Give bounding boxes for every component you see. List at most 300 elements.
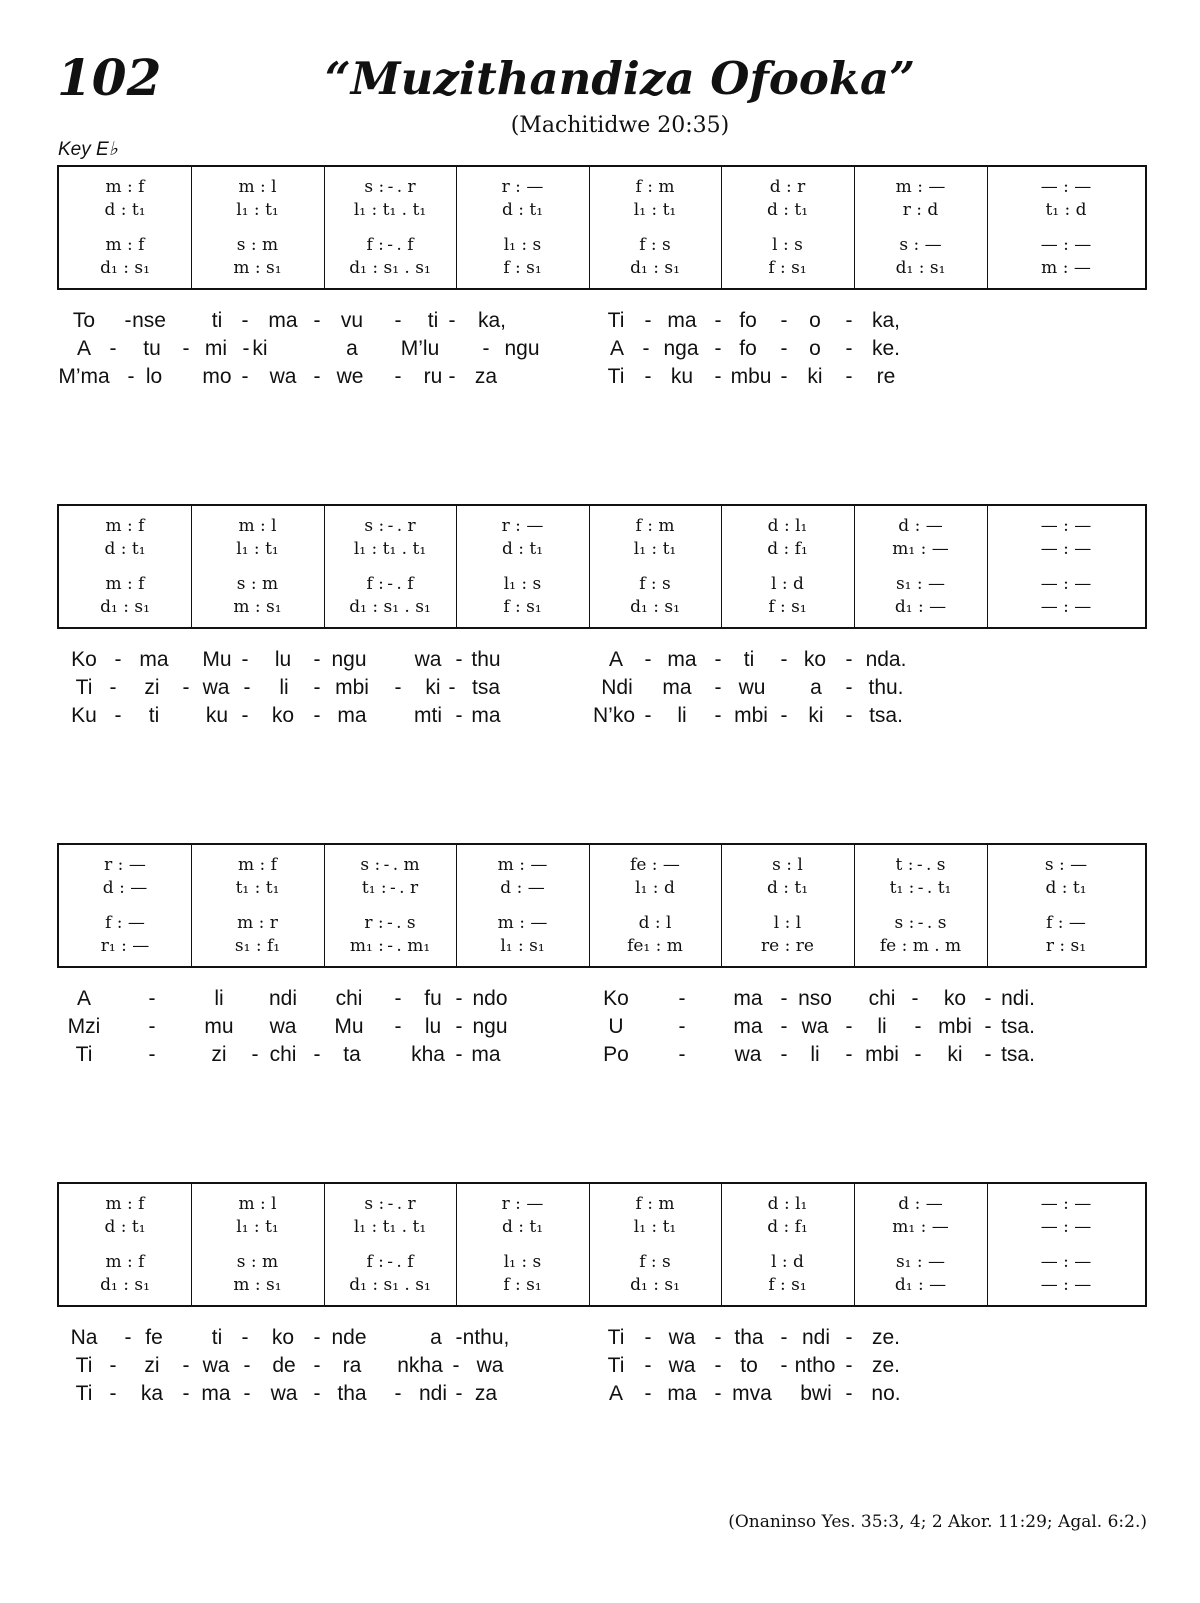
lyric-verse-line xyxy=(57,1041,1147,1069)
lyric-syllable: wu xyxy=(738,676,766,699)
solfa-note-pair: l₁ : t₁ . t₁ xyxy=(353,200,427,220)
solfa-note-pair: r : — xyxy=(104,855,146,875)
solfa-note-pair: re : re xyxy=(761,936,814,956)
syllable-hyphen: - xyxy=(644,1326,652,1349)
lyric-syllable: Ko xyxy=(603,987,629,1010)
lyric-syllable: a xyxy=(810,676,822,699)
lyric-syllable: mbu xyxy=(730,365,772,388)
solfa-note-pair: t₁ : t₁ xyxy=(235,878,280,898)
syllable-hyphen: - xyxy=(241,704,249,727)
solfa-note-pair: — : — xyxy=(1040,1275,1092,1295)
solfa-note-pair: t₁ : - . t₁ xyxy=(889,878,952,898)
measure xyxy=(191,506,325,627)
lyrics-block xyxy=(57,307,1147,391)
lyrics-block xyxy=(57,1324,1147,1408)
lyric-syllable: U xyxy=(608,1015,624,1038)
measure xyxy=(987,506,1145,627)
syllable-hyphen: - xyxy=(845,648,853,671)
lyric-syllable: wa xyxy=(269,1015,297,1038)
lyric-syllable: ko xyxy=(803,648,827,671)
solfa-note-pair: m : f xyxy=(105,1194,145,1214)
solfa-note-pair: s₁ : — xyxy=(895,574,946,594)
measure xyxy=(191,1184,325,1305)
syllable-hyphen: - xyxy=(678,1015,686,1038)
lyric-syllable: nso xyxy=(798,987,832,1010)
lyric-syllable: ndi xyxy=(268,987,298,1010)
lyric-syllable: nse xyxy=(132,309,166,332)
solfa-note-pair: s : m xyxy=(236,235,279,255)
lyric-syllable: ze. xyxy=(871,1326,901,1349)
measure xyxy=(324,845,457,966)
solfa-note-pair: l₁ : d xyxy=(635,878,675,898)
measure xyxy=(59,845,192,966)
lyric-syllable: o xyxy=(809,309,821,332)
solfa-note-pair: d₁ : s₁ xyxy=(100,597,150,617)
lyric-syllable: thu xyxy=(471,648,501,671)
syllable-hyphen: - xyxy=(845,1382,853,1405)
syllable-hyphen: - xyxy=(714,1354,722,1377)
lyric-syllable: ru xyxy=(423,365,443,388)
syllable-hyphen: - xyxy=(124,1326,132,1349)
syllable-hyphen: - xyxy=(243,1354,251,1377)
lyric-syllable: Ti xyxy=(607,309,625,332)
syllable-hyphen: - xyxy=(251,1043,259,1066)
solfa-note-pair: d : l₁ xyxy=(767,516,808,536)
lyric-verse-line xyxy=(57,363,1147,391)
solfa-note-pair: m : — xyxy=(895,177,946,197)
measure xyxy=(589,506,722,627)
syllable-hyphen: - xyxy=(109,676,117,699)
solfa-note-pair: l₁ : s xyxy=(503,574,542,594)
syllable-hyphen: - xyxy=(845,1043,853,1066)
lyric-syllable: Na xyxy=(70,1326,98,1349)
solfa-note-pair: r : d xyxy=(902,200,939,220)
lyric-syllable: A xyxy=(76,987,92,1010)
lyric-syllable: wa xyxy=(202,1354,230,1377)
solfa-system xyxy=(57,1182,1147,1307)
solfa-note-pair: m : f xyxy=(105,574,145,594)
solfa-note-pair: l₁ : s₁ xyxy=(500,936,545,956)
solfa-note-pair: s : - . r xyxy=(364,177,416,197)
lyric-syllable: li xyxy=(810,1043,820,1066)
solfa-note-pair: fe₁ : m xyxy=(627,936,683,956)
lyric-syllable: zi xyxy=(144,676,160,699)
solfa-note-pair: d : r xyxy=(769,177,806,197)
solfa-note-pair: l : l xyxy=(773,913,802,933)
solfa-note-pair: l : d xyxy=(771,574,804,594)
syllable-hyphen: - xyxy=(313,1382,321,1405)
solfa-note-pair: d₁ : s₁ xyxy=(630,258,680,278)
lyric-syllable: tsa. xyxy=(869,704,903,727)
solfa-note-pair: m : s₁ xyxy=(233,597,282,617)
syllable-hyphen: - xyxy=(394,676,402,699)
syllable-hyphen: - xyxy=(114,648,122,671)
lyric-syllable: we xyxy=(336,365,364,388)
measure xyxy=(721,167,855,288)
solfa-note-pair: d₁ : s₁ xyxy=(630,1275,680,1295)
syllable-hyphen: - xyxy=(394,309,402,332)
syllable-hyphen: - xyxy=(714,309,722,332)
lyric-syllable: ma xyxy=(667,648,697,671)
solfa-note-pair: d₁ : s₁ xyxy=(630,597,680,617)
lyric-syllable: ko xyxy=(271,704,295,727)
lyric-syllable: chi xyxy=(868,987,896,1010)
solfa-note-pair: d : t₁ xyxy=(501,1217,544,1237)
syllable-hyphen: - xyxy=(448,365,456,388)
solfa-note-pair: m : — xyxy=(497,855,548,875)
syllable-hyphen: - xyxy=(714,1382,722,1405)
solfa-note-pair: t₁ : - . r xyxy=(361,878,419,898)
syllable-hyphen: - xyxy=(394,1015,402,1038)
lyric-verse-line xyxy=(57,1324,1147,1352)
syllable-hyphen: - xyxy=(780,1326,788,1349)
solfa-note-pair: f : m xyxy=(635,516,675,536)
lyric-syllable: ma xyxy=(667,1382,697,1405)
syllable-hyphen: - xyxy=(714,676,722,699)
lyric-syllable: wa xyxy=(801,1015,829,1038)
lyric-syllable: A xyxy=(608,1382,624,1405)
lyric-syllable: ma xyxy=(662,676,692,699)
lyric-syllable: ke. xyxy=(871,337,901,360)
lyric-syllable: fe xyxy=(145,1326,163,1349)
lyric-syllable: ndi xyxy=(418,1382,448,1405)
lyric-syllable: M’ma xyxy=(58,365,110,388)
hymn-title: “Muzithandiza Ofooka” xyxy=(324,52,916,105)
syllable-hyphen: - xyxy=(148,1015,156,1038)
syllable-hyphen: - xyxy=(243,676,251,699)
measure xyxy=(589,167,722,288)
solfa-note-pair: l₁ : t₁ xyxy=(633,539,677,559)
syllable-hyphen: - xyxy=(455,704,463,727)
solfa-note-pair: f : — xyxy=(1046,913,1086,933)
solfa-note-pair: d : t₁ xyxy=(104,539,146,559)
lyric-syllable: ti xyxy=(211,1326,223,1349)
syllable-hyphen: - xyxy=(845,337,853,360)
solfa-note-pair: f : - . f xyxy=(366,1252,414,1272)
syllable-hyphen: - xyxy=(780,648,788,671)
solfa-note-pair: s₁ : f₁ xyxy=(234,936,281,956)
lyric-syllable: zi xyxy=(144,1354,160,1377)
lyric-syllable: vu xyxy=(340,309,364,332)
solfa-note-pair: f : s₁ xyxy=(503,1275,542,1295)
lyric-syllable: ra xyxy=(342,1354,362,1377)
solfa-note-pair: f : m xyxy=(635,1194,675,1214)
lyric-syllable: A xyxy=(609,337,625,360)
measure xyxy=(721,1184,855,1305)
solfa-note-pair: f : m xyxy=(635,177,675,197)
lyric-syllable: li xyxy=(279,676,289,699)
lyric-syllable: ta xyxy=(343,1043,361,1066)
syllable-hyphen: - xyxy=(313,1043,321,1066)
solfa-note-pair: f : - . f xyxy=(366,235,414,255)
lyric-syllable: a xyxy=(346,337,358,360)
solfa-note-pair: r : — xyxy=(501,1194,544,1214)
solfa-note-pair: s : — xyxy=(1044,855,1088,875)
solfa-note-pair: d : t₁ xyxy=(104,200,146,220)
syllable-hyphen: - xyxy=(455,1326,463,1349)
solfa-note-pair: l₁ : t₁ . t₁ xyxy=(353,539,427,559)
solfa-note-pair: fe : m . m xyxy=(879,936,962,956)
syllable-hyphen: - xyxy=(394,1382,402,1405)
measure xyxy=(59,167,192,288)
lyric-verse-line xyxy=(57,1013,1147,1041)
lyric-syllable: mti xyxy=(414,704,442,727)
lyric-syllable: chi xyxy=(335,987,363,1010)
lyric-syllable: tsa. xyxy=(1001,1015,1035,1038)
lyric-verse-line xyxy=(57,335,1147,363)
solfa-note-pair: m : f xyxy=(105,235,145,255)
lyric-syllable: tha xyxy=(337,1382,367,1405)
lyric-syllable: Ti xyxy=(607,1354,625,1377)
measure xyxy=(854,845,988,966)
solfa-note-pair: f : s xyxy=(639,1252,671,1272)
solfa-note-pair: m : — xyxy=(497,913,548,933)
solfa-note-pair: m : l xyxy=(238,1194,277,1214)
measure xyxy=(324,506,457,627)
scripture-reference: (Machitidwe 20:35) xyxy=(510,113,730,138)
syllable-hyphen: - xyxy=(182,337,190,360)
measure xyxy=(721,506,855,627)
syllable-hyphen: - xyxy=(448,676,456,699)
lyric-syllable: nga xyxy=(663,337,699,360)
solfa-note-pair: d₁ : s₁ xyxy=(100,1275,150,1295)
lyric-syllable: lu xyxy=(274,648,292,671)
solfa-note-pair: — : — xyxy=(1040,1252,1092,1272)
lyric-syllable: N’ko xyxy=(592,704,636,727)
solfa-note-pair: f : s xyxy=(639,574,671,594)
syllable-hyphen: - xyxy=(780,309,788,332)
solfa-note-pair: d₁ : s₁ . s₁ xyxy=(349,258,431,278)
syllable-hyphen: - xyxy=(845,676,853,699)
solfa-note-pair: m₁ : - . m₁ xyxy=(349,936,431,956)
solfa-note-pair: d : — xyxy=(898,516,943,536)
solfa-note-pair: l₁ : s xyxy=(503,235,542,255)
lyrics-block xyxy=(57,985,1147,1069)
lyric-verse-line xyxy=(57,702,1147,730)
solfa-system xyxy=(57,504,1147,629)
lyric-syllable: tu xyxy=(143,337,161,360)
solfa-note-pair: m : s₁ xyxy=(233,1275,282,1295)
syllable-hyphen: - xyxy=(124,309,132,332)
syllable-hyphen: - xyxy=(984,1015,992,1038)
solfa-note-pair: — : — xyxy=(1040,1217,1092,1237)
measure xyxy=(59,1184,192,1305)
measure xyxy=(191,845,325,966)
syllable-hyphen: - xyxy=(845,1326,853,1349)
lyric-syllable: re xyxy=(876,365,896,388)
solfa-note-pair: — : — xyxy=(1040,539,1092,559)
lyric-syllable: wa xyxy=(202,676,230,699)
lyric-syllable: Ti xyxy=(75,1354,93,1377)
syllable-hyphen: - xyxy=(644,704,652,727)
syllable-hyphen: - xyxy=(845,704,853,727)
solfa-note-pair: l : s xyxy=(772,235,803,255)
solfa-note-pair: d₁ : — xyxy=(894,1275,947,1295)
solfa-note-pair: f : — xyxy=(105,913,145,933)
syllable-hyphen: - xyxy=(845,365,853,388)
lyric-syllable: zi xyxy=(211,1043,227,1066)
solfa-note-pair: d : — xyxy=(898,1194,943,1214)
lyric-syllable: Po xyxy=(603,1043,629,1066)
syllable-hyphen: - xyxy=(714,704,722,727)
syllable-hyphen: - xyxy=(714,1326,722,1349)
lyric-syllable: to xyxy=(740,1354,758,1377)
syllable-hyphen: - xyxy=(455,987,463,1010)
syllable-hyphen: - xyxy=(780,365,788,388)
lyric-syllable: ka, xyxy=(477,309,507,332)
solfa-note-pair: f : s₁ xyxy=(768,1275,807,1295)
lyric-syllable: fo xyxy=(739,309,757,332)
lyric-syllable: ma xyxy=(471,704,501,727)
solfa-note-pair: m : f xyxy=(105,1252,145,1272)
solfa-note-pair: — : — xyxy=(1040,235,1092,255)
lyric-syllable: mo xyxy=(202,365,232,388)
key-signature: Key E♭ xyxy=(58,139,118,160)
solfa-note-pair: d : t₁ xyxy=(501,200,544,220)
solfa-note-pair: m : l xyxy=(238,177,277,197)
lyric-syllable: ma xyxy=(201,1382,231,1405)
syllable-hyphen: - xyxy=(313,648,321,671)
lyric-syllable: ngu xyxy=(504,337,540,360)
syllable-hyphen: - xyxy=(242,337,250,360)
syllable-hyphen: - xyxy=(914,1015,922,1038)
syllable-hyphen: - xyxy=(642,337,650,360)
syllable-hyphen: - xyxy=(394,987,402,1010)
solfa-note-pair: d : l xyxy=(638,913,672,933)
measure xyxy=(191,167,325,288)
solfa-note-pair: l₁ : t₁ xyxy=(633,200,677,220)
syllable-hyphen: - xyxy=(455,1043,463,1066)
syllable-hyphen: - xyxy=(644,365,652,388)
solfa-note-pair: m : r xyxy=(237,913,278,933)
syllable-hyphen: - xyxy=(313,365,321,388)
hymn-number: 102 xyxy=(57,48,162,107)
lyric-syllable: Ti xyxy=(607,365,625,388)
lyric-syllable: A xyxy=(608,648,624,671)
lyric-syllable: thu. xyxy=(868,676,904,699)
measure xyxy=(456,167,590,288)
lyric-syllable: Ti xyxy=(75,676,93,699)
lyric-syllable: tha xyxy=(734,1326,764,1349)
syllable-hyphen: - xyxy=(241,365,249,388)
solfa-note-pair: s : - . s xyxy=(894,913,947,933)
lyric-syllable: ngu xyxy=(331,648,367,671)
solfa-note-pair: f : s₁ xyxy=(503,597,542,617)
solfa-note-pair: — : — xyxy=(1040,1194,1092,1214)
lyric-syllable: za xyxy=(474,1382,498,1405)
measure xyxy=(987,1184,1145,1305)
syllable-hyphen: - xyxy=(148,1043,156,1066)
lyric-syllable: wa xyxy=(414,648,442,671)
syllable-hyphen: - xyxy=(109,1382,117,1405)
lyric-syllable: de xyxy=(272,1354,296,1377)
lyric-syllable: ma xyxy=(733,1015,763,1038)
lyric-syllable: ki xyxy=(947,1043,963,1066)
lyric-syllable: Ko xyxy=(71,648,97,671)
solfa-note-pair: f : - . f xyxy=(366,574,414,594)
lyric-syllable: ndi. xyxy=(1001,987,1035,1010)
lyric-syllable: nthu, xyxy=(462,1326,510,1349)
solfa-note-pair: m : f xyxy=(238,855,277,875)
solfa-note-pair: l₁ : t₁ . t₁ xyxy=(353,1217,427,1237)
syllable-hyphen: - xyxy=(241,1326,249,1349)
lyric-syllable: fo xyxy=(739,337,757,360)
lyric-syllable: ntho xyxy=(794,1354,836,1377)
lyric-syllable: mbi xyxy=(865,1043,899,1066)
lyric-syllable: tsa. xyxy=(1001,1043,1035,1066)
syllable-hyphen: - xyxy=(243,1382,251,1405)
lyric-syllable: mbi xyxy=(938,1015,972,1038)
syllable-hyphen: - xyxy=(911,987,919,1010)
solfa-system xyxy=(57,843,1147,968)
syllable-hyphen: - xyxy=(780,987,788,1010)
solfa-note-pair: d : f₁ xyxy=(767,1217,808,1237)
solfa-note-pair: l₁ : t₁ xyxy=(236,539,279,559)
solfa-note-pair: r : - . s xyxy=(364,913,416,933)
syllable-hyphen: - xyxy=(644,648,652,671)
measure xyxy=(59,506,192,627)
lyric-syllable: ku xyxy=(670,365,694,388)
lyric-syllable: ku xyxy=(205,704,229,727)
lyric-verse-line xyxy=(57,985,1147,1013)
lyric-verse-line xyxy=(57,1380,1147,1408)
solfa-note-pair: t₁ : d xyxy=(1045,200,1087,220)
lyric-verse-line xyxy=(57,307,1147,335)
lyric-syllable: ti xyxy=(148,704,160,727)
solfa-note-pair: m₁ : — xyxy=(892,1217,949,1237)
lyric-syllable: nkha xyxy=(397,1354,443,1377)
lyric-syllable: li xyxy=(214,987,224,1010)
lyric-syllable: Ti xyxy=(607,1326,625,1349)
lyric-syllable: wa xyxy=(270,1382,298,1405)
lyric-syllable: ma xyxy=(337,704,367,727)
solfa-note-pair: d : t₁ xyxy=(104,1217,146,1237)
solfa-note-pair: l₁ : t₁ xyxy=(633,1217,677,1237)
syllable-hyphen: - xyxy=(313,676,321,699)
solfa-note-pair: fe : — xyxy=(630,855,680,875)
syllable-hyphen: - xyxy=(394,365,402,388)
syllable-hyphen: - xyxy=(313,704,321,727)
syllable-hyphen: - xyxy=(914,1043,922,1066)
lyric-syllable: ti xyxy=(427,309,439,332)
lyric-syllable: ki xyxy=(808,704,824,727)
syllable-hyphen: - xyxy=(482,337,490,360)
lyric-syllable: wa xyxy=(668,1354,696,1377)
measure xyxy=(721,845,855,966)
lyric-syllable: bwi xyxy=(800,1382,832,1405)
syllable-hyphen: - xyxy=(452,1354,460,1377)
lyric-syllable: To xyxy=(72,309,96,332)
measure xyxy=(854,506,988,627)
lyric-syllable: fu xyxy=(424,987,442,1010)
syllable-hyphen: - xyxy=(241,648,249,671)
lyric-syllable: mu xyxy=(204,1015,234,1038)
syllable-hyphen: - xyxy=(182,1354,190,1377)
solfa-note-pair: d : t₁ xyxy=(501,539,544,559)
solfa-note-pair: d₁ : s₁ xyxy=(100,258,150,278)
solfa-note-pair: r : — xyxy=(501,177,544,197)
solfa-note-pair: s : - . m xyxy=(360,855,420,875)
solfa-note-pair: — : — xyxy=(1040,574,1092,594)
solfa-note-pair: f : s₁ xyxy=(768,597,807,617)
solfa-note-pair: l₁ : t₁ xyxy=(236,1217,279,1237)
syllable-hyphen: - xyxy=(984,987,992,1010)
lyric-syllable: ma xyxy=(667,309,697,332)
measure xyxy=(854,1184,988,1305)
lyric-syllable: kha xyxy=(411,1043,445,1066)
syllable-hyphen: - xyxy=(845,309,853,332)
syllable-hyphen: - xyxy=(644,309,652,332)
